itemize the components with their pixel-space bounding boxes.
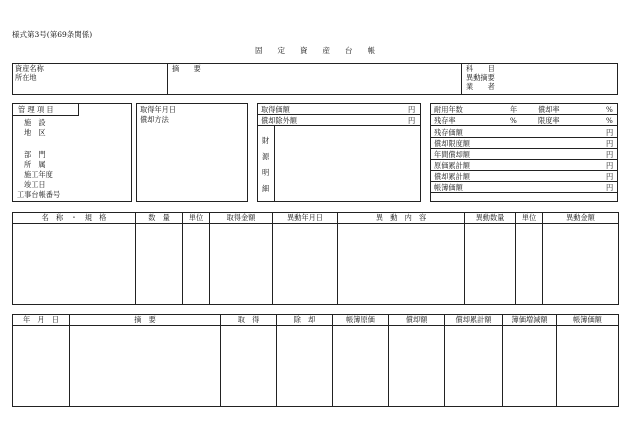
table-cell[interactable] — [543, 224, 619, 305]
table-cell[interactable] — [13, 224, 136, 305]
limit-rate-label: 限度率 — [538, 116, 560, 125]
dep-excluded-label: 償却除外額 — [261, 116, 297, 125]
header-acquisition-amount: 取得金額 — [210, 213, 273, 224]
header-acquisition: 取 得 — [221, 315, 277, 326]
table-cell[interactable] — [136, 224, 183, 305]
asset-name-label: 資産名称 — [15, 64, 44, 73]
header-name-spec: 名 称 ・ 規 格 — [13, 213, 136, 224]
vendor-label: 業 者 — [466, 82, 495, 91]
table-cell[interactable] — [338, 224, 465, 305]
mgmt-item-department: 部 門 — [24, 150, 46, 159]
residual-value-yen: 円 — [606, 128, 614, 137]
dep-limit-yen: 円 — [606, 139, 614, 148]
source-char-3: 明 — [262, 168, 270, 177]
table-cell[interactable] — [465, 224, 516, 305]
header-book-value: 帳簿価額 — [557, 315, 619, 326]
subject-label: 科 目 — [466, 64, 495, 73]
table-cell[interactable] — [70, 326, 221, 407]
mgmt-item-completion-date: 竣工日 — [24, 180, 46, 189]
header-quantity: 数 量 — [136, 213, 183, 224]
page-title: 固 定 資 産 台 帳 — [255, 46, 375, 55]
table-cell[interactable] — [221, 326, 277, 407]
table-cell[interactable] — [445, 326, 503, 407]
header-date: 年 月 日 — [13, 315, 70, 326]
header-change-quantity: 異動数量 — [465, 213, 516, 224]
header-change-content: 異 動 内 容 — [338, 213, 465, 224]
table-cell[interactable] — [333, 326, 389, 407]
header-depreciation: 償却額 — [389, 315, 445, 326]
top-info-section — [12, 63, 618, 95]
annual-dep-label: 年間償却額 — [434, 150, 470, 159]
useful-life-label: 耐用年数 — [434, 105, 463, 114]
dep-cumulative-yen: 円 — [606, 172, 614, 181]
header-book-cost: 帳簿原価 — [333, 315, 389, 326]
change-summary-label: 異動摘要 — [466, 73, 495, 82]
header-book-change: 簿価増減額 — [503, 315, 557, 326]
dep-cumulative-label: 償却累計額 — [434, 172, 470, 181]
header-change-date: 異動年月日 — [273, 213, 338, 224]
mgmt-item-ledger-number: 工事台帳番号 — [17, 190, 61, 199]
source-char-4: 細 — [262, 184, 270, 193]
dep-excluded-yen: 円 — [408, 116, 416, 125]
header-change-unit: 単位 — [516, 213, 543, 224]
header-change-amount: 異動金額 — [543, 213, 619, 224]
depreciation-method-label: 償却方法 — [140, 115, 169, 124]
acquisition-price-label: 取得価額 — [261, 105, 290, 114]
management-header: 管 理 項 目 — [18, 105, 54, 114]
source-char-1: 財 — [262, 136, 270, 145]
cost-cumulative-label: 原価累計額 — [434, 161, 470, 170]
residual-rate-label: 残存率 — [434, 116, 456, 125]
dep-rate-pct: % — [606, 105, 613, 114]
table-cell[interactable] — [516, 224, 543, 305]
table-cell[interactable] — [277, 326, 333, 407]
summary-label: 摘 要 — [172, 64, 201, 73]
header-summary: 摘 要 — [70, 315, 221, 326]
header-unit: 単位 — [183, 213, 210, 224]
table-cell[interactable] — [273, 224, 338, 305]
acquisition-price-yen: 円 — [408, 105, 416, 114]
header-disposal: 除 却 — [277, 315, 333, 326]
table-cell[interactable] — [503, 326, 557, 407]
table-cell[interactable] — [210, 224, 273, 305]
mgmt-item-affiliation: 所 属 — [24, 160, 46, 169]
asset-change-table — [12, 212, 619, 305]
year-unit: 年 — [510, 105, 518, 114]
table-cell[interactable] — [389, 326, 445, 407]
table-cell[interactable] — [13, 326, 70, 407]
book-value-label: 帳簿価額 — [434, 183, 463, 192]
location-label: 所在地 — [15, 73, 37, 82]
cost-cumulative-yen: 円 — [606, 161, 614, 170]
form-number: 様式第3号(第69条関係) — [12, 30, 93, 39]
residual-rate-pct: % — [510, 116, 517, 125]
mgmt-item-facility: 施 設 — [24, 118, 46, 127]
acquisition-date-label: 取得年月日 — [140, 105, 176, 114]
table-cell[interactable] — [183, 224, 210, 305]
header-dep-cumulative: 償却累計額 — [445, 315, 503, 326]
source-char-2: 源 — [262, 152, 270, 161]
table-cell[interactable] — [557, 326, 619, 407]
dep-rate-label: 償却率 — [538, 105, 560, 114]
mgmt-item-district: 地 区 — [24, 128, 46, 137]
limit-rate-pct: % — [606, 116, 613, 125]
residual-value-label: 残存価額 — [434, 128, 463, 137]
book-value-yen: 円 — [606, 183, 614, 192]
dep-limit-label: 償却限度額 — [434, 139, 470, 148]
annual-dep-yen: 円 — [606, 150, 614, 159]
book-value-history-table — [12, 314, 619, 407]
mgmt-item-construction-year: 施工年度 — [24, 170, 53, 179]
